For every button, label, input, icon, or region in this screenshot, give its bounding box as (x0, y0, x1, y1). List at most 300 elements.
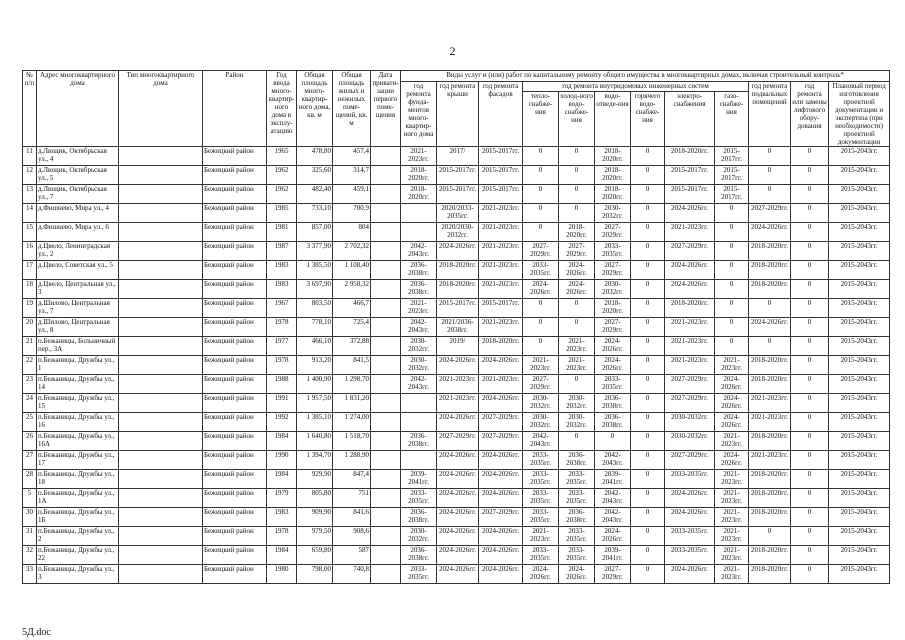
cell-living: 1 108,40 (333, 261, 371, 280)
cell-facade: 2024-2026гг. (479, 356, 523, 375)
cell-address: п.Бежаницы, Больничный пер., 3А (37, 337, 119, 356)
cell-gas: 2024-2026гг. (715, 375, 749, 394)
cell-type (119, 299, 203, 318)
cell-district: Бежицкий район (203, 413, 267, 432)
table-row (23, 356, 890, 375)
cell-heat: 0 (523, 223, 559, 242)
cell-priv (371, 185, 401, 204)
cell-total: 1 640,80 (297, 432, 333, 451)
cell-roof: 2024-2026гг. (437, 356, 479, 375)
cell-facade: 2024-2026гг. (479, 470, 523, 489)
cell-priv (371, 546, 401, 565)
cell-sewer: 2024-2026гг. (595, 337, 631, 356)
cell-living: 751 (333, 489, 371, 508)
cell-no: 31 (23, 527, 37, 546)
cell-lift: 0 (791, 223, 829, 242)
cell-hot: 0 (631, 318, 665, 337)
cell-hot: 0 (631, 299, 665, 318)
cell-year: 1985 (267, 204, 297, 223)
cell-district: Бежицкий район (203, 280, 267, 299)
cell-facade: 2021-2023гг. (479, 223, 523, 242)
cell-elec: 2027-2029гг. (665, 242, 715, 261)
cell-gas: 0 (715, 204, 749, 223)
cell-heat: 2027-2029гг. (523, 242, 559, 261)
cell-cold: 0 (559, 318, 595, 337)
cell-heat: 2033-2035гг. (523, 261, 559, 280)
page-number: 2 (449, 44, 456, 58)
cell-facade: 2024-2026гг. (479, 527, 523, 546)
cell-foundation (401, 394, 437, 413)
cell-gas: 2021-2023гг. (715, 432, 749, 451)
cell-heat: 0 (523, 147, 559, 166)
cell-no: 18 (23, 280, 37, 299)
cell-base: 2021-2023гг. (749, 394, 791, 413)
cell-sewer: 2036-2038гг. (595, 394, 631, 413)
cell-no: 20 (23, 318, 37, 337)
header-hot-water: горячего водо-снабже-ния (631, 92, 665, 147)
cell-base: 0 (749, 166, 791, 185)
cell-priv (371, 356, 401, 375)
cell-district: Бежицкий район (203, 451, 267, 470)
cell-total: 478,80 (297, 147, 333, 166)
cell-elec: 2030-2032гг. (665, 413, 715, 432)
cell-heat: 0 (523, 299, 559, 318)
cell-no: 26 (23, 432, 37, 451)
cell-plan: 2015-2043гг. (829, 413, 890, 432)
cell-base: 2018-2020гг. (749, 565, 791, 584)
cell-gas: 0 (715, 299, 749, 318)
header-privatization-date: Дата привати-зации первого поме-щения (371, 71, 401, 147)
cell-living: 587 (333, 546, 371, 565)
cell-no: 12 (23, 166, 37, 185)
cell-gas: 2024-2026гг. (715, 394, 749, 413)
cell-base: 2018-2020гг. (749, 280, 791, 299)
cell-living: 457,4 (333, 147, 371, 166)
cell-cold: 0 (559, 375, 595, 394)
cell-district: Бежицкий район (203, 470, 267, 489)
cell-facade: 2021-2023гг. (479, 375, 523, 394)
cell-no: 30 (23, 508, 37, 527)
cell-priv (371, 337, 401, 356)
cell-roof: 2015-2017гг. (437, 185, 479, 204)
cell-plan: 2015-2043гг. (829, 242, 890, 261)
cell-roof: 2020/2033-2035гг. (437, 204, 479, 223)
cell-facade: 2021-2023гг. (479, 280, 523, 299)
cell-foundation: 2030-2032гг. (401, 527, 437, 546)
table-row (23, 451, 890, 470)
cell-roof: 2015-2017гг. (437, 299, 479, 318)
cell-total: 1 400,90 (297, 375, 333, 394)
table-row (23, 489, 890, 508)
cell-hot: 0 (631, 204, 665, 223)
cell-district: Бежицкий район (203, 147, 267, 166)
cell-plan: 2015-2043гг. (829, 280, 890, 299)
cell-roof: 2019/ (437, 337, 479, 356)
cell-living: 1 831,20 (333, 394, 371, 413)
cell-year: 1978 (267, 318, 297, 337)
cell-plan: 2015-2043гг. (829, 375, 890, 394)
cell-district: Бежицкий район (203, 337, 267, 356)
cell-hot: 0 (631, 280, 665, 299)
table-row (23, 527, 890, 546)
cell-year: 1979 (267, 489, 297, 508)
cell-address: п.Бежаницы, Дружбы ул., 22 (37, 546, 119, 565)
cell-heat: 2021-2023гг. (523, 527, 559, 546)
cell-living: 459,1 (333, 185, 371, 204)
cell-sewer: 2042-2043гг. (595, 451, 631, 470)
cell-hot: 0 (631, 166, 665, 185)
cell-priv (371, 204, 401, 223)
cell-plan: 2015-2043гг. (829, 356, 890, 375)
cell-total: 805,80 (297, 489, 333, 508)
cell-sewer: 2039-2041гг. (595, 470, 631, 489)
cell-roof: 2024-2026гг. (437, 242, 479, 261)
cell-gas: 0 (715, 261, 749, 280)
cell-base: 0 (749, 337, 791, 356)
cell-plan: 2015-2043гг. (829, 470, 890, 489)
cell-priv (371, 166, 401, 185)
cell-gas: 2021-2023гг. (715, 508, 749, 527)
cell-gas: 2015-2017гг. (715, 185, 749, 204)
table-row (23, 546, 890, 565)
cell-living: 841,6 (333, 508, 371, 527)
cell-foundation: 2036-2038гг. (401, 546, 437, 565)
cell-year: 1990 (267, 451, 297, 470)
header-year-built: Год ввода много-квартир-ного дома в эксплу-атацию (267, 71, 297, 147)
cell-plan: 2015-2043гг. (829, 166, 890, 185)
cell-foundation: 2018-2020гг. (401, 166, 437, 185)
cell-roof: 2027-2029гг. (437, 432, 479, 451)
cell-plan: 2015-2043гг. (829, 394, 890, 413)
cell-foundation: 2021-2023гг. (401, 147, 437, 166)
cell-elec: 2033-2035гг. (665, 527, 715, 546)
cell-lift: 0 (791, 413, 829, 432)
cell-address: д.Фишнево, Мира ул., 4 (37, 204, 119, 223)
header-facade: год ремонта фасадов (479, 82, 523, 147)
cell-gas: 2015-2017гг. (715, 166, 749, 185)
cell-no: 13 (23, 185, 37, 204)
cell-roof: 2018-2020гг. (437, 280, 479, 299)
header-foundation: год ремонта фунда-ментов много-квартир-ного дома (401, 82, 437, 147)
cell-year: 1981 (267, 223, 297, 242)
cell-type (119, 527, 203, 546)
cell-sewer: 2024-2026гг. (595, 527, 631, 546)
cell-no: 16 (23, 242, 37, 261)
cell-address: п.Бежаницы, Дружбы ул., 16А (37, 432, 119, 451)
cell-gas: 0 (715, 242, 749, 261)
cell-total: 778,10 (297, 318, 333, 337)
cell-type (119, 337, 203, 356)
cell-foundation: 2042-2043гг. (401, 242, 437, 261)
cell-cold: 2030-2032гг. (559, 394, 595, 413)
cell-no: 11 (23, 147, 37, 166)
cell-priv (371, 242, 401, 261)
table-row (23, 204, 890, 223)
cell-address: д.Цвело, Советская ул., 5 (37, 261, 119, 280)
cell-roof: 2024-2026гг. (437, 546, 479, 565)
cell-district: Бежицкий район (203, 508, 267, 527)
cell-hot: 0 (631, 394, 665, 413)
cell-living: 841,5 (333, 356, 371, 375)
cell-address: д.Лющик, Октябрьская ул., 7 (37, 185, 119, 204)
header-living-area: Общая площадь жилых и нежилых поме-щений, кв. м (333, 71, 371, 147)
cell-total: 3 697,90 (297, 280, 333, 299)
cell-facade: 2027-2029гг. (479, 413, 523, 432)
cell-year: 1987 (267, 242, 297, 261)
cell-type (119, 280, 203, 299)
cell-living: 466,7 (333, 299, 371, 318)
table-row (23, 394, 890, 413)
cell-year: 1991 (267, 394, 297, 413)
table-row (23, 242, 890, 261)
cell-address: д.Лющик, Октябрьская ул., 4 (37, 147, 119, 166)
cell-lift: 0 (791, 546, 829, 565)
cell-year: 1978 (267, 356, 297, 375)
cell-district: Бежицкий район (203, 546, 267, 565)
cell-priv (371, 489, 401, 508)
cell-no: 21 (23, 337, 37, 356)
cell-address: п.Бежаницы, Дружбы ул., 1А (37, 489, 119, 508)
cell-living: 740,8 (333, 565, 371, 584)
cell-base: 2027-2029гг. (749, 204, 791, 223)
cell-total: 733,10 (297, 204, 333, 223)
cell-base: 2018-2020гг. (749, 470, 791, 489)
cell-year: 1984 (267, 432, 297, 451)
cell-cold: 2021-2023гг. (559, 356, 595, 375)
cell-heat: 0 (523, 318, 559, 337)
cell-year: 1983 (267, 508, 297, 527)
cell-heat: 2024-2026гг. (523, 565, 559, 584)
cell-hot: 0 (631, 223, 665, 242)
cell-base: 2018-2020гг. (749, 508, 791, 527)
cell-plan: 2015-2043гг. (829, 489, 890, 508)
cell-priv (371, 394, 401, 413)
cell-hot: 0 (631, 470, 665, 489)
cell-cold: 2024-2026гг. (559, 261, 595, 280)
header-electric: электро-снабжения (665, 92, 715, 147)
cell-sewer: 2018-2020гг. (595, 166, 631, 185)
cell-foundation: 2036-2038гг. (401, 508, 437, 527)
cell-living: 804 (333, 223, 371, 242)
cell-sewer: 2033-2035гг. (595, 375, 631, 394)
cell-type (119, 318, 203, 337)
cell-type (119, 394, 203, 413)
cell-address: п.Бежаницы, Дружбы ул., 18 (37, 470, 119, 489)
cell-facade: 2024-2026гг. (479, 546, 523, 565)
cell-living: 847,4 (333, 470, 371, 489)
cell-living: 372,88 (333, 337, 371, 356)
cell-heat: 0 (523, 204, 559, 223)
cell-cold: 2024-2026гг. (559, 280, 595, 299)
cell-type (119, 375, 203, 394)
cell-elec: 2018-2020гг. (665, 299, 715, 318)
cell-foundation (401, 413, 437, 432)
cell-gas: 0 (715, 318, 749, 337)
cell-address: д.Лющик, Октябрьская ул., 5 (37, 166, 119, 185)
cell-heat: 2027-2029гг. (523, 375, 559, 394)
header-district: Район (203, 71, 267, 147)
cell-sewer: 2042-2043гг. (595, 508, 631, 527)
cell-priv (371, 565, 401, 584)
table-row (23, 375, 890, 394)
cell-lift: 0 (791, 356, 829, 375)
cell-type (119, 242, 203, 261)
cell-cold: 2033-2035гг. (559, 489, 595, 508)
cell-priv (371, 375, 401, 394)
cell-total: 913,20 (297, 356, 333, 375)
cell-district: Бежицкий район (203, 242, 267, 261)
cell-hot: 0 (631, 432, 665, 451)
cell-lift: 0 (791, 166, 829, 185)
cell-lift: 0 (791, 261, 829, 280)
cell-cold: 2021-2023гг. (559, 337, 595, 356)
cell-cold: 0 (559, 432, 595, 451)
cell-address: п.Бежаницы, Дружбы ул., 1 (37, 356, 119, 375)
cell-lift: 0 (791, 451, 829, 470)
cell-plan: 2015-2043гг. (829, 261, 890, 280)
header-address: Адрес многоквартирного дома (37, 71, 119, 147)
cell-facade: 2027-2029гг. (479, 432, 523, 451)
cell-address: п.Бежаницы, Дружбы ул., 17 (37, 451, 119, 470)
cell-no: 25 (23, 413, 37, 432)
cell-gas: 2024-2026гг. (715, 413, 749, 432)
cell-district: Бежицкий район (203, 185, 267, 204)
cell-type (119, 432, 203, 451)
cell-gas: 2021-2023гг. (715, 356, 749, 375)
cell-priv (371, 527, 401, 546)
header-gas: газо-снабже-ния (715, 92, 749, 147)
cell-sewer: 2030-2032гг. (595, 204, 631, 223)
cell-year: 1983 (267, 261, 297, 280)
cell-lift: 0 (791, 489, 829, 508)
cell-priv (371, 432, 401, 451)
cell-sewer: 2024-2026гг. (595, 356, 631, 375)
cell-total: 803,50 (297, 299, 333, 318)
cell-lift: 0 (791, 299, 829, 318)
cell-base: 0 (749, 185, 791, 204)
cell-year: 1978 (267, 527, 297, 546)
cell-cold: 2036-2038гг. (559, 508, 595, 527)
header-elevator: год ремонта или замены лифтового обору-дования (791, 82, 829, 147)
cell-sewer: 2042-2043гг. (595, 489, 631, 508)
cell-no: 19 (23, 299, 37, 318)
header-building-type: Тип многоквартирного дома (119, 71, 203, 147)
cell-elec: 2024-2026гг. (665, 565, 715, 584)
cell-gas: 2021-2023гг. (715, 546, 749, 565)
header-no: № п/п (23, 71, 37, 147)
cell-facade: 2015-2017гг. (479, 299, 523, 318)
cell-hot: 0 (631, 413, 665, 432)
cell-foundation: 2042-2043гг. (401, 375, 437, 394)
cell-lift: 0 (791, 204, 829, 223)
cell-district: Бежицкий район (203, 394, 267, 413)
cell-elec: 2024-2026гг. (665, 508, 715, 527)
cell-facade: 2024-2026гг. (479, 451, 523, 470)
cell-lift: 0 (791, 337, 829, 356)
cell-sewer: 2036-2038гг. (595, 413, 631, 432)
cell-cold: 2033-2035гг. (559, 527, 595, 546)
cell-total: 857,00 (297, 223, 333, 242)
cell-sewer: 2018-2020гг. (595, 299, 631, 318)
cell-gas: 0 (715, 337, 749, 356)
cell-lift: 0 (791, 470, 829, 489)
cell-year: 1967 (267, 299, 297, 318)
cell-district: Бежицкий район (203, 204, 267, 223)
cell-district: Бежицкий район (203, 489, 267, 508)
cell-year: 1962 (267, 185, 297, 204)
cell-plan: 2015-2043гг. (829, 337, 890, 356)
cell-hot: 0 (631, 185, 665, 204)
capital-repair-table (22, 70, 890, 584)
cell-living: 2 702,32 (333, 242, 371, 261)
cell-address: д.Шилово, Центральная ул., 7 (37, 299, 119, 318)
cell-elec: 2015-2017гг. (665, 185, 715, 204)
cell-elec: 2027-2029гг. (665, 375, 715, 394)
cell-elec: 2033-2035гг. (665, 470, 715, 489)
cell-elec: 2033-2035гг. (665, 546, 715, 565)
cell-heat: 0 (523, 337, 559, 356)
cell-lift: 0 (791, 147, 829, 166)
cell-gas: 2015-2017гг. (715, 147, 749, 166)
table-row (23, 413, 890, 432)
cell-foundation (401, 204, 437, 223)
header-sewerage: водо-отведе-ния (595, 92, 631, 147)
cell-cold: 2024-2026гг. (559, 565, 595, 584)
cell-total: 1 385,10 (297, 413, 333, 432)
cell-facade: 2024-2026гг. (479, 489, 523, 508)
cell-total: 929,90 (297, 470, 333, 489)
cell-roof: 2021-2023гг. (437, 394, 479, 413)
cell-cold: 2018-2020гг. (559, 223, 595, 242)
cell-no: 5 (23, 489, 37, 508)
cell-elec: 2027-2029гг. (665, 451, 715, 470)
cell-cold: 2033-2035гг. (559, 546, 595, 565)
cell-hot: 0 (631, 546, 665, 565)
cell-total: 482,40 (297, 185, 333, 204)
cell-type (119, 261, 203, 280)
table-row (23, 166, 890, 185)
table-row (23, 508, 890, 527)
cell-facade: 2015-2017гг. (479, 166, 523, 185)
cell-gas: 2021-2023гг. (715, 527, 749, 546)
cell-living: 908,6 (333, 527, 371, 546)
cell-roof: 2015-2017гг. (437, 166, 479, 185)
cell-gas: 2021-2023гг. (715, 489, 749, 508)
cell-lift: 0 (791, 375, 829, 394)
cell-type (119, 185, 203, 204)
cell-district: Бежицкий район (203, 527, 267, 546)
cell-hot: 0 (631, 489, 665, 508)
cell-plan: 2015-2043гг. (829, 204, 890, 223)
cell-elec: 2024-2026гг. (665, 280, 715, 299)
cell-heat: 0 (523, 166, 559, 185)
cell-foundation: 2036-2038гг. (401, 432, 437, 451)
cell-roof: 2020/2030-2032гг. (437, 223, 479, 242)
cell-living: 1 274,00 (333, 413, 371, 432)
cell-lift: 0 (791, 565, 829, 584)
cell-no: 17 (23, 261, 37, 280)
cell-lift: 0 (791, 242, 829, 261)
cell-lift: 0 (791, 432, 829, 451)
cell-address: п.Бежаницы, Дружбы ул., 1Б (37, 508, 119, 527)
header-planned: Плановый период изготовления проектной документации и экспертиза (при необходимости) проектной документации (829, 82, 890, 147)
cell-hot: 0 (631, 337, 665, 356)
cell-base: 2021-2023гг. (749, 451, 791, 470)
cell-elec: 2024-2026гг. (665, 204, 715, 223)
cell-total: 1 385,50 (297, 261, 333, 280)
cell-type (119, 204, 203, 223)
cell-total: 1 957,50 (297, 394, 333, 413)
